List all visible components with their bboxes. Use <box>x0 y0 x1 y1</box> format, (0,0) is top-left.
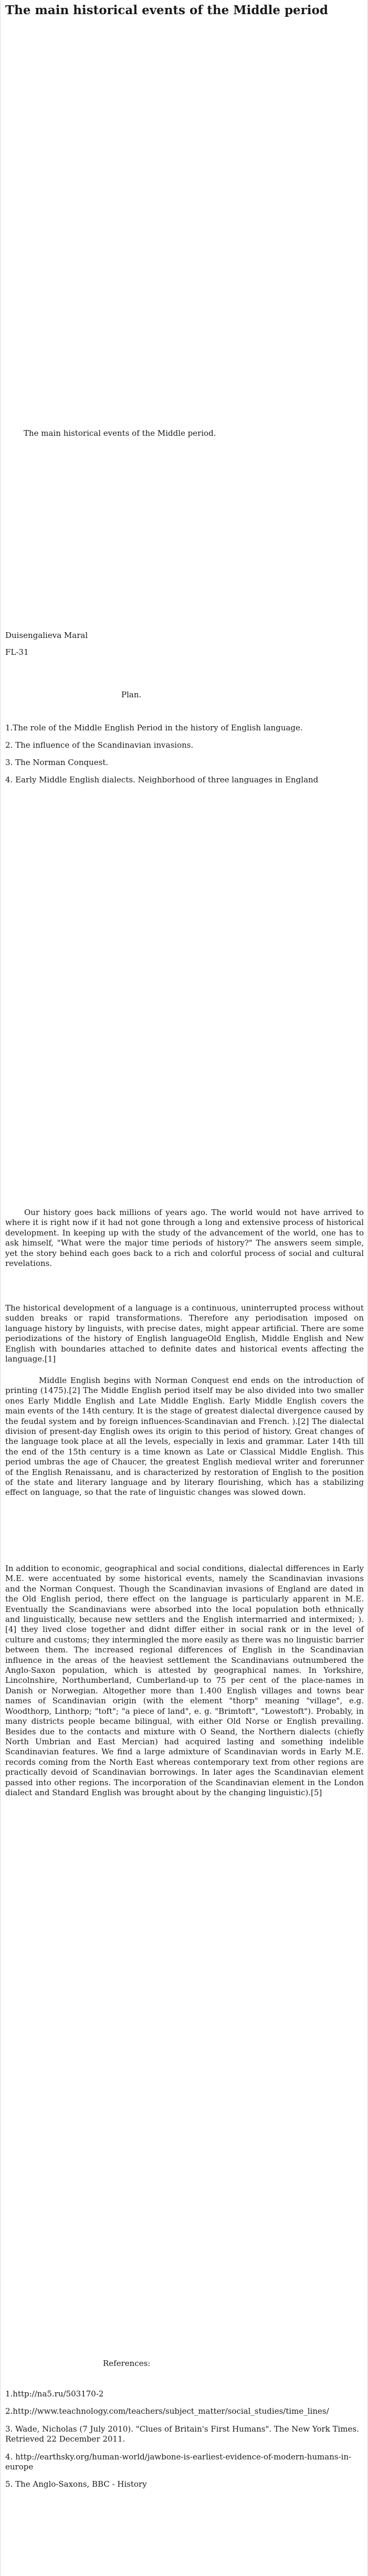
plan-list <box>5 722 364 792</box>
references-heading: References: <box>103 2359 151 2368</box>
cover-subtitle: The main historical events of the Middle period. <box>24 428 216 438</box>
plan-item: 2. The influence of the Scandinavian invasions. <box>5 740 194 750</box>
body-paragraph: The historical development of a language is a continuous, uninterrupted process without sudden breaks or rapid transformations. Therefore any periodisation imposed on language history by linguists, with precise dates, might appear artificial. There are some periodizations of the history of English languageOld English, Middle English and New English with boundaries attached to definite dates and historical events affecting the language.[1] <box>5 1303 364 1364</box>
author-name: Duisengalieva Maral <box>5 631 88 640</box>
reference-item: 1.http://na5.ru/503170-2 <box>5 2389 104 2399</box>
body-paragraph: Middle English begins with Norman Conquest end ends on the introduction of printing (1475).[2] The Middle English period itself may be also divided into two smaller ones Early Middle English and Late Middle English. Early Middle English covers the main events of the 14th century. It is the stage of greatest dialectal divergence caused by the feudal system and by foreign influences-Scandinavian and French. ).[2] The dialectal division of present-day English owes its origin to this period of history. Great changes of the language took place at all the levels, especially in lexis and grammar. Later 14th till the end of the 15th century is a time known as Late or Classical Middle English. This period umbras the age of Chaucer, the greatest English medieval writer and forerunner of the English Renaissanu, and is characterized by restoration of English to the position of the state and literary language and by literary flourishing, which has a stabilizing effect on language, so that the rate of linguistic changes was slowed down. <box>5 1376 364 1498</box>
references-list <box>5 2389 364 2497</box>
group-code: FL-31 <box>5 647 29 657</box>
page-title: The main historical events of the Middle period <box>5 3 328 17</box>
reference-item: 3. Wade, Nicholas (7 July 2010). "Clues of Britain's First Humans". The New York Times. Retrieved 22 December 2011. <box>5 2424 359 2444</box>
reference-item: 2.http://www.teachnology.com/teachers/subject_matter/social_studies/time_lines/ <box>5 2406 329 2416</box>
body-paragraph: Our history goes back millions of years ago. The world would not have arrived to where it is right now if it had not gone through a long and extensive process of historical development. In keeping up with the study of the advancement of the world, one has to ask himself, "What were the major time periods of history?" The answers seem simple, yet the story behind each goes back to a rich and colorful process of social and cultural revelations. <box>5 1208 364 1269</box>
plan-item: 3. The Norman Conquest. <box>5 758 109 767</box>
body-paragraph: In addition to economic, geographical and social conditions, dialectal differences in Early M.E. were accentuated by some historical events, namely the Scandinavian invasions and the Norman Conquest. Though the Scandinavian invasions of England are dated in the Old English period, there effect on the language is particularly apparent in M.E. Eventually the Scandinavians were absorbed into the local population both ethnically and linguistically, because new settlers and the English intermarried and intermixed; ).[4] they lived close together and didnt differ either in social rank or in the level of culture and customs; they intermingled the more easily as there was no linguistic barrier between them. The increased regional differences of English in the Scandinavian influence in the areas of the heaviest settlement the Scandinavians outnumbered the Anglo-Saxon population, which is attested by geographical names. In Yorkshire, Lincolnshire, Northumberland, Cumberland-up to 75 per cent of the place-names in Danish or Norwegian. Altogether more than 1.400 English villages and towns bear names of Scandinavian origin (with the element "thorp" meaning "village", e.g. Woodthorp, Linthorp; "toft"; "a piece of land", e. g. "Brimtoft", "Lowestoft"). Probably, in many districts people became bilingual, with either Old Norse or English prevailing. Besides due to the contacts and mixture with O Seand, the Northern dialects (chiefly North Umbrian and East Mercian) had acquired lasting and something indelible Scandinavian features. We find a large admixture of Scandinavian words in Early M.E. records coming from the North East whereas contemporary text from other regions are practically devoid of Scandinavian borrowings. In later ages the Scandinavian element passed into other regions. The incorporation of the Scandinavian element in the London dialect and Standard English was brought about by the changing linguistic).[5] <box>5 1564 364 1797</box>
plan-heading: Plan. <box>121 690 142 699</box>
reference-item: 4. http://earthsky.org/human-world/jawbone-is-earliest-evidence-of-modern-humans-in-europe <box>5 2452 352 2472</box>
reference-item: 5. The Anglo-Saxons, BBC - History <box>5 2479 147 2489</box>
plan-item: 1.The role of the Middle English Period in the history of English language. <box>5 723 303 732</box>
plan-item: 4. Early Middle English dialects. Neighborhood of three languages in England <box>5 775 319 784</box>
